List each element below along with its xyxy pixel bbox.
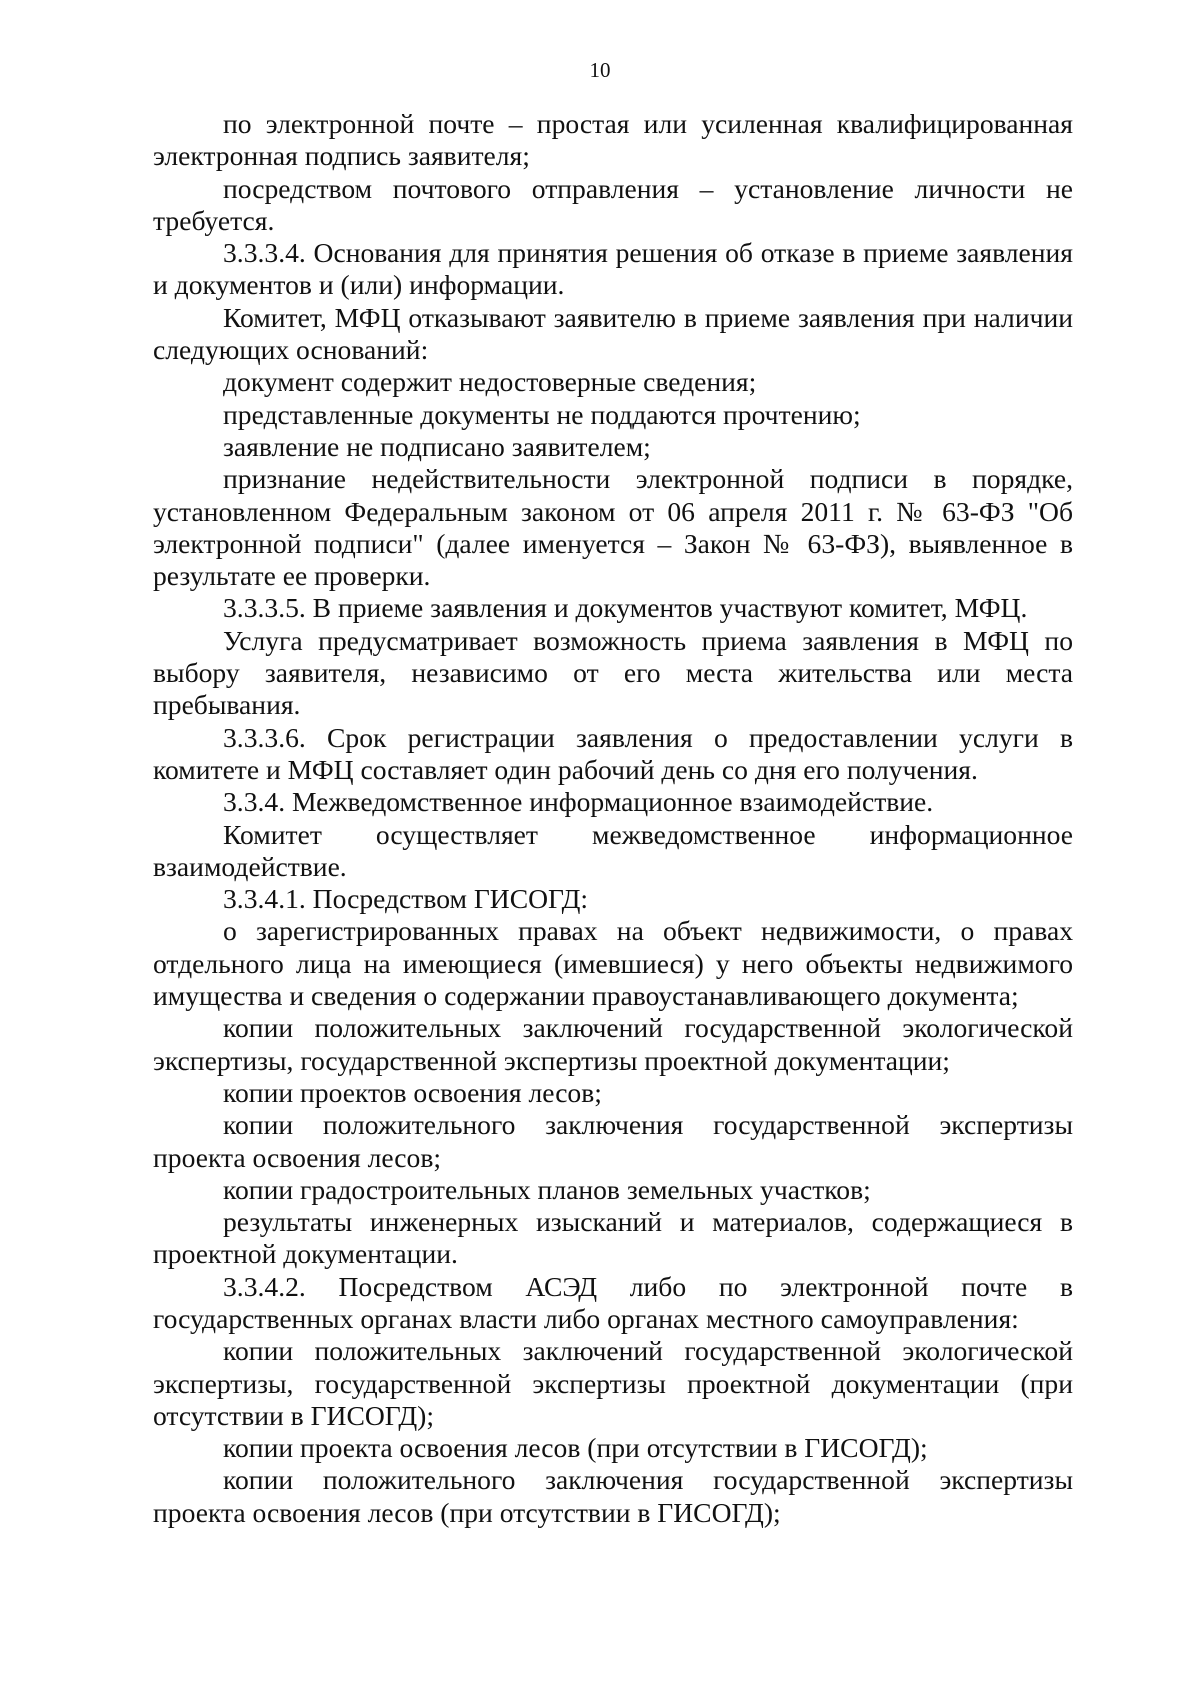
list-item-registered-rights: о зарегистрированных правах на объект недвижимости, о правах отдельного лица на имеющиеся (имевшиеся) у него объекты недвижимого имущества и сведения о содержании правоустанавливающего документа; — [153, 915, 1073, 1012]
list-item-unsigned: заявление не подписано заявителем; — [223, 430, 651, 462]
list-item-invalid-signature: признание недействительности электронной подписи в порядке, установленном Федеральным законом от 06 апреля 2011 г. № 63-ФЗ "Об электронной подписи" (далее именуется – Закон № 63-ФЗ), выявленное в результате ее проверки. — [153, 463, 1073, 592]
paragraph-postal: посредством почтового отправления – установление личности не требуется. — [153, 172, 1073, 236]
section-3-3-4-1-heading: 3.3.4.1. Посредством ГИСОГД: — [223, 883, 589, 915]
list-item-urban-plans: копии градостроительных планов земельных участков; — [223, 1173, 871, 1205]
list-item-forest-projects: копии проектов освоения лесов; — [223, 1076, 602, 1108]
section-3-3-4-heading: 3.3.4. Межведомственное информационное взаимодействие. — [223, 786, 934, 818]
document-body — [153, 108, 1073, 1529]
list-item-expertise-copies-absent: копии положительных заключений государственной экологической экспертизы, государственной экспертизы проектной документации (при отсутствии в ГИСОГД); — [153, 1335, 1073, 1431]
paragraph-service-mfc: Услуга предусматривает возможность приема заявления в МФЦ по выбору заявителя, независимо от его места жительства или места пребывания. — [153, 624, 1073, 721]
list-item-forest-expertise: копии положительного заключения государственной экспертизы проекта освоения лесов; — [153, 1109, 1073, 1173]
list-item-forest-project-absent: копии проекта освоения лесов (при отсутствии в ГИСОГД); — [223, 1432, 928, 1464]
paragraph-email-signature: по электронной почте – простая или усиленная квалифицированная электронная подпись заявителя; — [153, 108, 1073, 172]
list-item-forest-expertise-absent: копии положительного заключения государственной экспертизы проекта освоения лесов (при отсутствии в ГИСОГД); — [153, 1464, 1073, 1528]
list-item-engineering-surveys: результаты инженерных изысканий и материалов, содержащиеся в проектной документации. — [153, 1206, 1073, 1270]
section-3-3-3-4-heading: 3.3.3.4. Основания для принятия решения об отказе в приеме заявления и документов и (или) информации. — [153, 237, 1073, 301]
paragraph-refusal-grounds: Комитет, МФЦ отказывают заявителю в приеме заявления при наличии следующих оснований: — [153, 301, 1073, 366]
page-number: 10 — [589, 58, 611, 82]
list-item-unreliable-info: документ содержит недостоверные сведения; — [223, 366, 757, 398]
list-item-unreadable-docs: представленные документы не поддаются прочтению; — [223, 398, 861, 430]
paragraph-committee-interaction: Комитет осуществляет межведомственное информационное взаимодействие. — [153, 818, 1073, 882]
section-3-3-3-6: 3.3.3.6. Срок регистрации заявления о предоставлении услуги в комитете и МФЦ составляет один рабочий день со дня его получения. — [153, 721, 1073, 785]
section-3-3-3-5: 3.3.3.5. В приеме заявления и документов участвуют комитет, МФЦ. — [223, 592, 1028, 624]
list-item-expertise-copies: копии положительных заключений государственной экологической экспертизы, государственной экспертизы проектной документации; — [153, 1012, 1073, 1076]
section-3-3-4-2-heading: 3.3.4.2. Посредством АСЭД либо по электронной почте в государственных органах власти либо органах местного самоуправления: — [153, 1270, 1073, 1334]
